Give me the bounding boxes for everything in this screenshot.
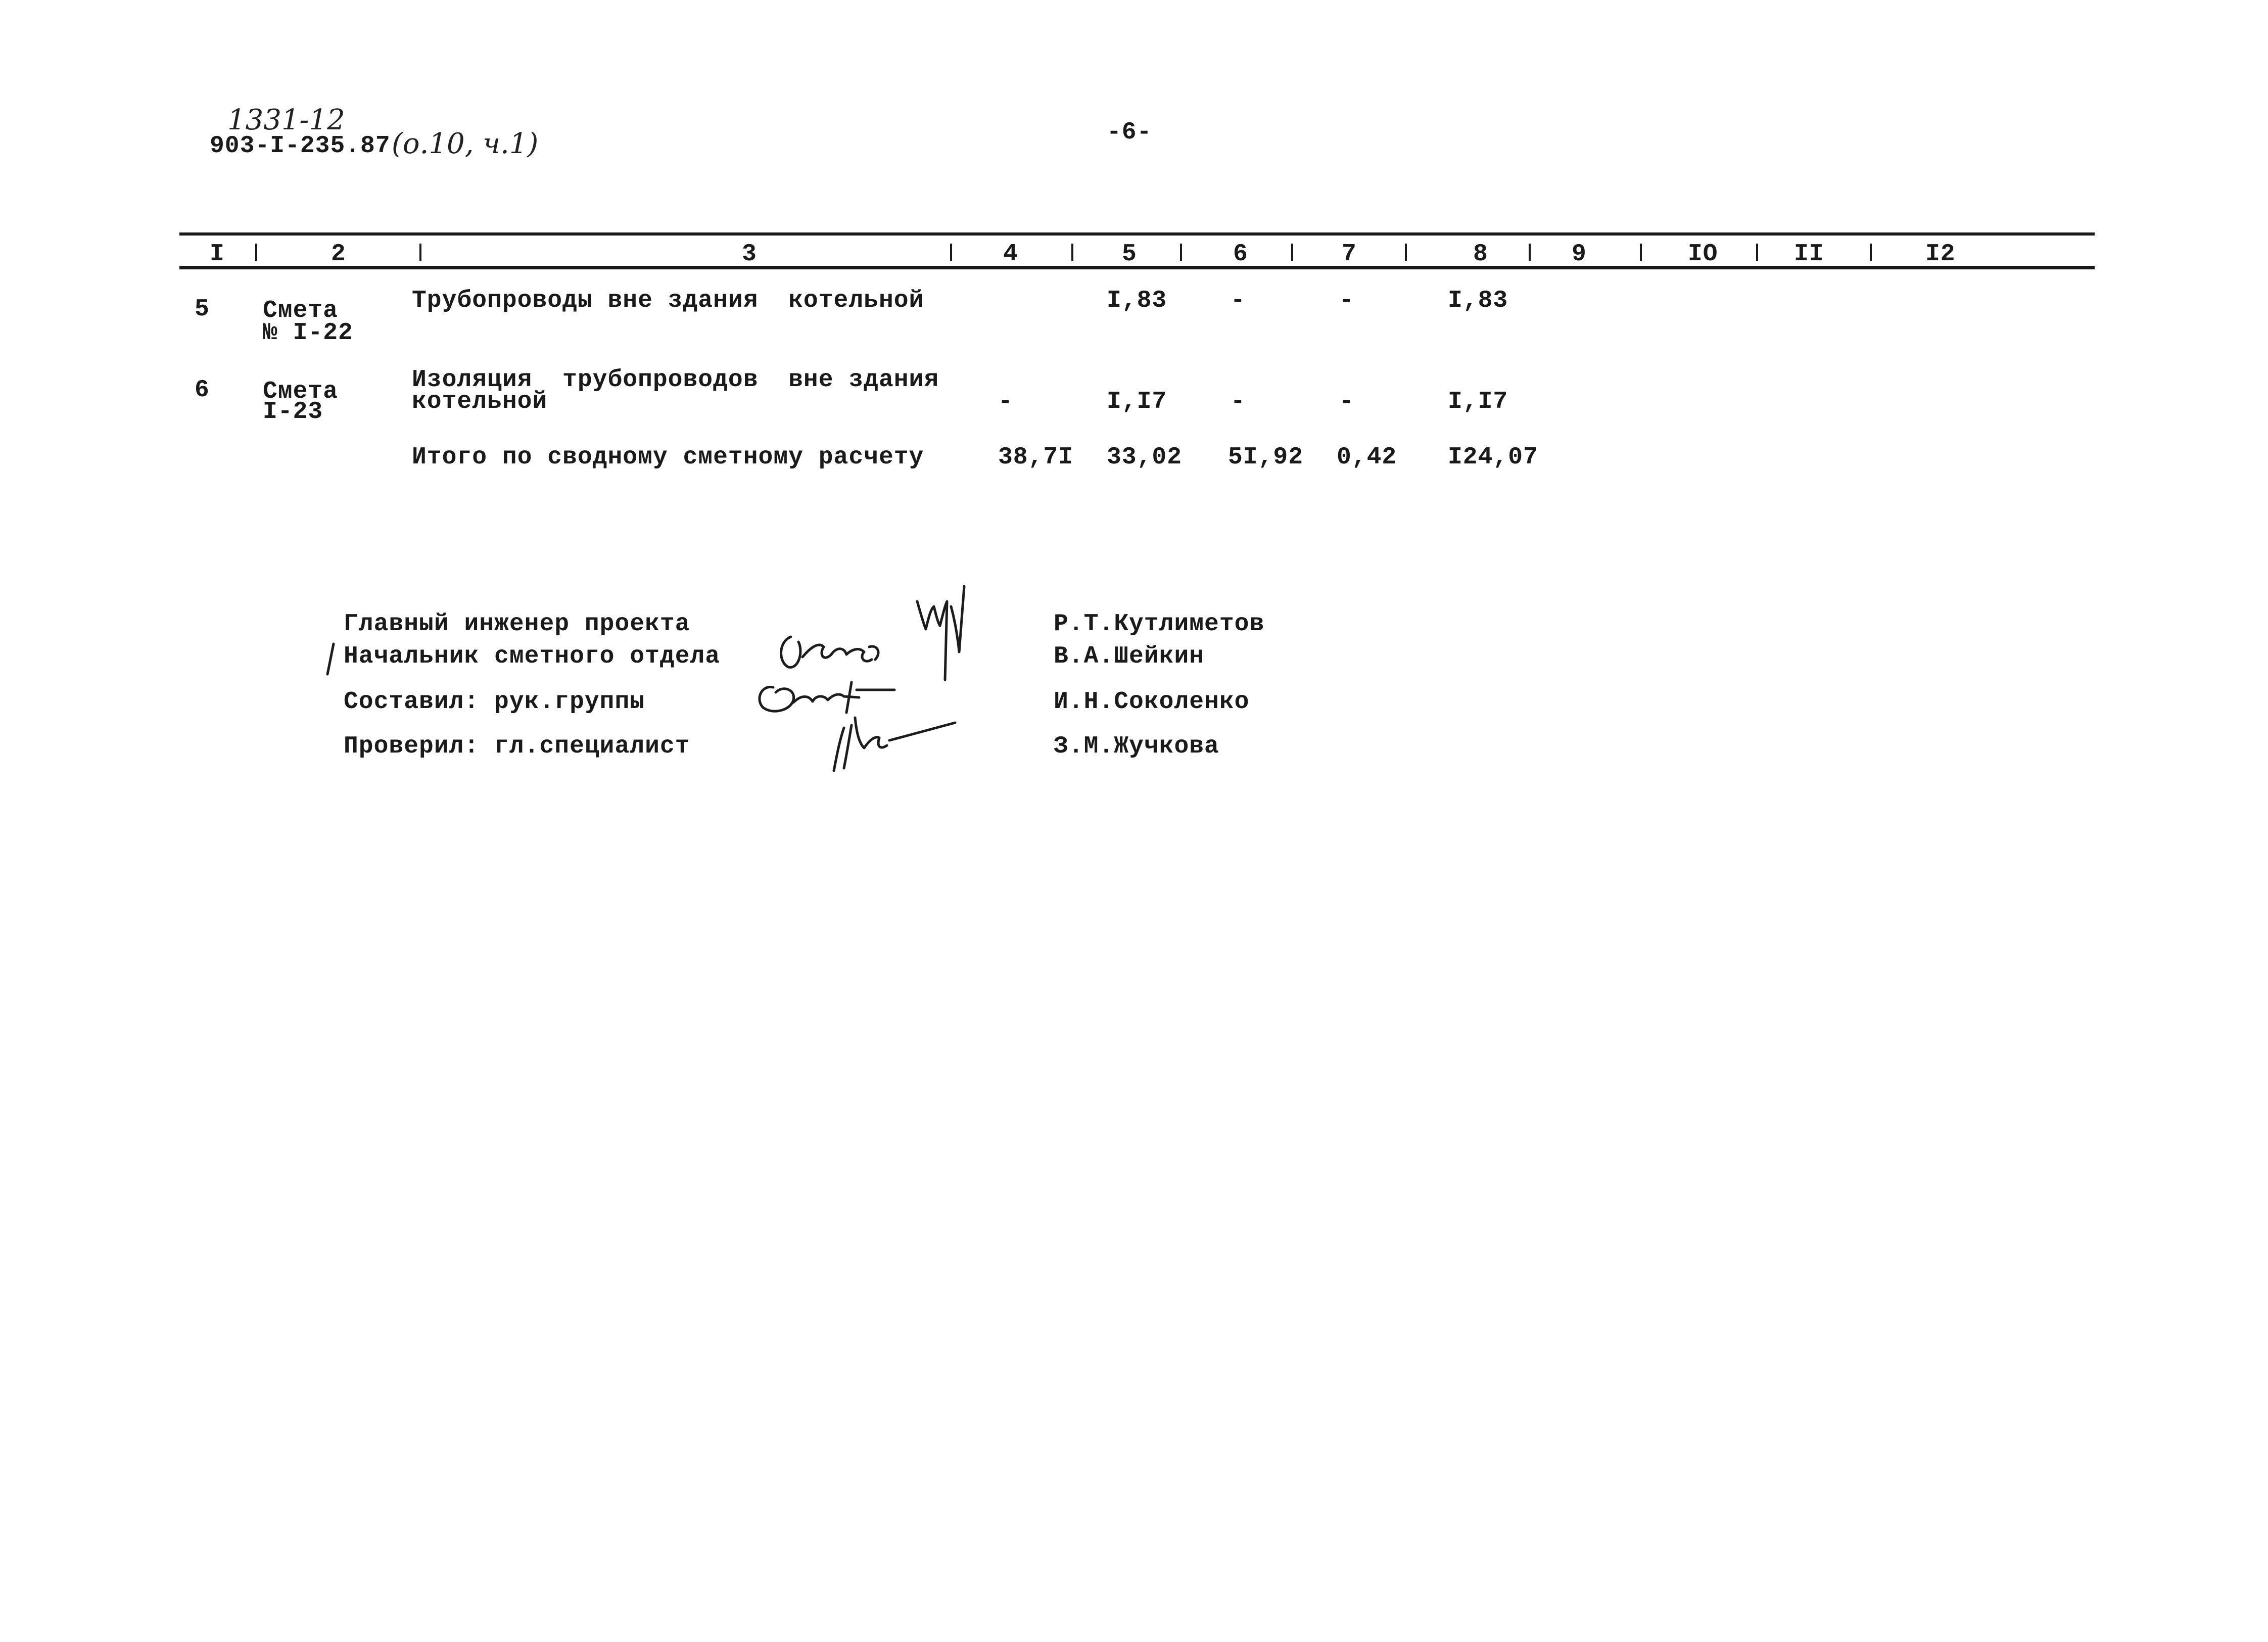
column-number: 8: [1473, 241, 1488, 268]
handwritten-note: (о.10, ч.1): [392, 127, 539, 160]
cell-col7: -: [1339, 287, 1354, 314]
column-number: I: [210, 241, 225, 268]
cell-col6: -: [1231, 388, 1246, 415]
column-separator: [1405, 244, 1407, 261]
signatory-role: Проверил: гл.специалист: [344, 733, 690, 760]
signatory-name: И.Н.Соколенко: [1054, 688, 1250, 716]
column-number: 3: [742, 241, 757, 268]
column-separator: [1071, 244, 1073, 261]
estimate-ref: Смета: [263, 378, 339, 405]
column-number: 7: [1342, 241, 1357, 268]
column-number: 9: [1572, 241, 1587, 268]
total-col4: 38,7I: [998, 444, 1074, 471]
item-name: Трубопроводы вне здания котельной: [412, 287, 924, 314]
row-number: 5: [195, 296, 210, 323]
total-col6: 5I,92: [1228, 444, 1304, 471]
column-number: 5: [1122, 241, 1137, 268]
column-number: IO: [1688, 241, 1718, 268]
item-name: Изоляция трубопроводов вне здания: [412, 366, 939, 394]
signatory-role: Составил: рук.группы: [344, 688, 645, 716]
row-number: 6: [195, 377, 210, 404]
column-number: I2: [1925, 241, 1956, 268]
cell-col5: I,I7: [1107, 388, 1167, 415]
estimate-ref: № I-22: [263, 319, 353, 347]
item-name: котельной: [412, 388, 548, 415]
margin-mark: [323, 642, 339, 677]
column-separator: [950, 244, 952, 261]
column-separator: [1870, 244, 1872, 261]
column-separator: [1640, 244, 1642, 261]
archive-number: 1331-12: [227, 104, 345, 136]
cell-col7: -: [1339, 388, 1354, 415]
total-label: Итого по сводному сметному расчету: [412, 444, 924, 471]
estimate-ref: Смета: [263, 297, 339, 324]
cell-col4: -: [998, 388, 1013, 415]
signatory-name: З.М.Жучкова: [1054, 733, 1219, 760]
column-separator: [419, 244, 421, 261]
column-number: 2: [331, 241, 346, 268]
column-separator: [255, 244, 257, 261]
column-separator: [1529, 244, 1531, 261]
signatory-role: Главный инженер проекта: [344, 611, 690, 638]
table-top-rule: [179, 232, 2095, 236]
total-col5: 33,02: [1107, 444, 1183, 471]
signatory-name: В.А.Шейкин: [1054, 643, 1205, 670]
document-code: 903-I-235.87: [210, 132, 391, 160]
handwritten-signatures: [743, 566, 1026, 778]
cell-col8: I,I7: [1448, 388, 1508, 415]
column-separator: [1756, 244, 1758, 261]
signatory-role: Начальник сметного отдела: [344, 643, 721, 670]
cell-col5: I,83: [1107, 287, 1167, 314]
estimate-ref: I-23: [263, 398, 323, 426]
total-col7: 0,42: [1337, 444, 1397, 471]
column-number: 6: [1233, 241, 1248, 268]
page-number: -6-: [1107, 119, 1152, 146]
signatory-name: Р.Т.Кутлиметов: [1054, 611, 1265, 638]
total-col8: I24,07: [1448, 444, 1538, 471]
cell-col6: -: [1231, 287, 1246, 314]
column-separator: [1180, 244, 1182, 261]
cell-col8: I,83: [1448, 287, 1508, 314]
column-number: 4: [1003, 241, 1018, 268]
column-separator: [1291, 244, 1293, 261]
column-number: II: [1794, 241, 1824, 268]
